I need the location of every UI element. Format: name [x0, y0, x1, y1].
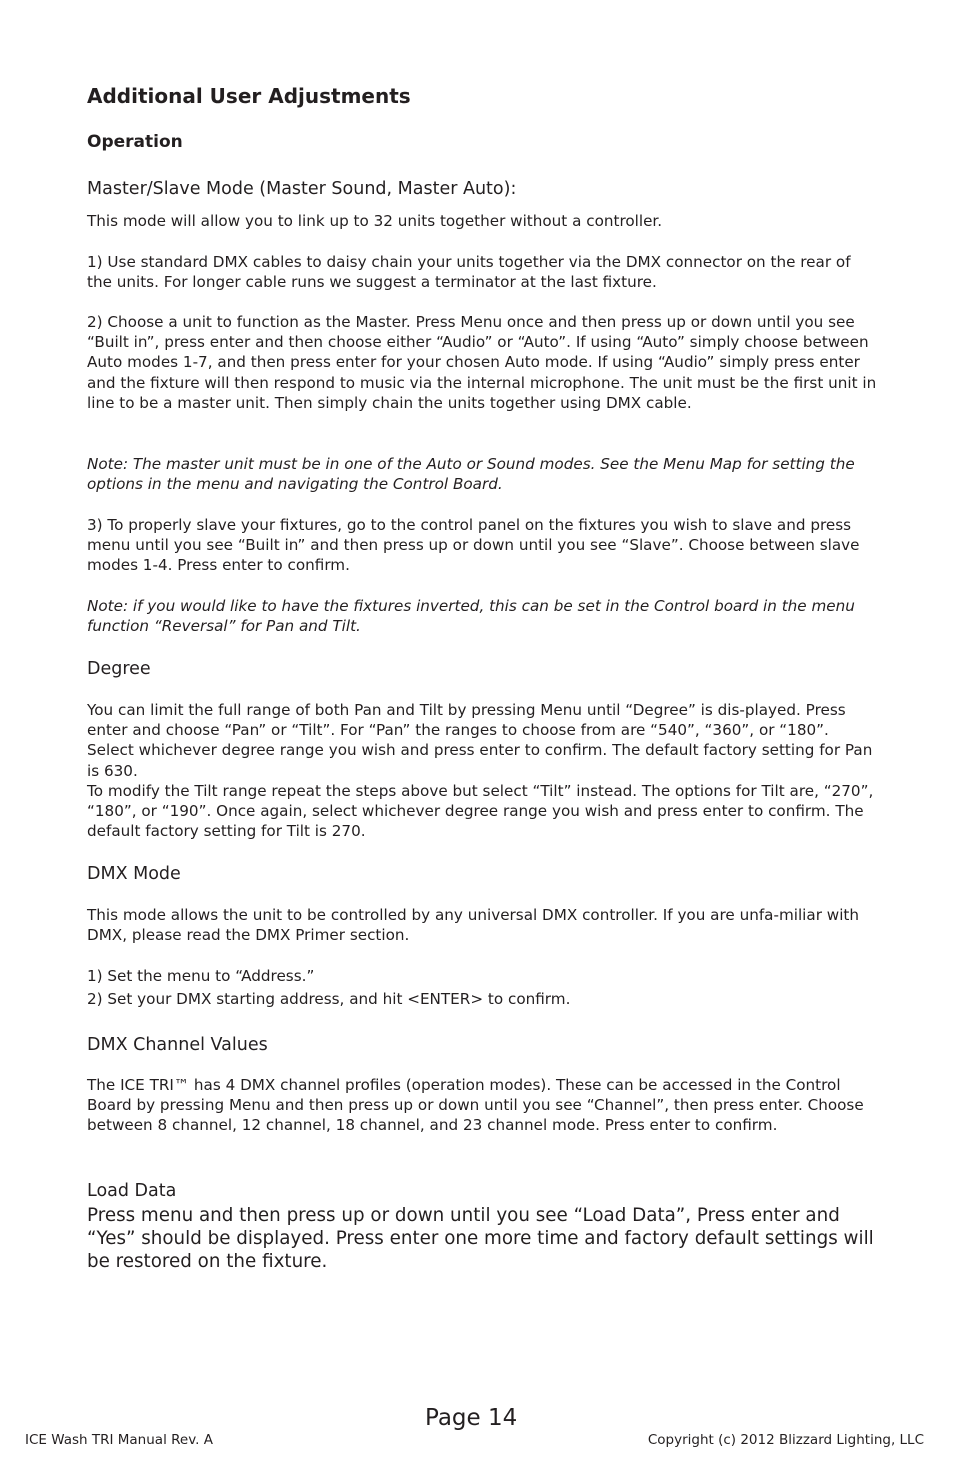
master-slave-note-2: Note: if you would like to have the fixtures inverted, this can be set in the Control board in the menu function “Reversal” for Pan and Tilt.: [87, 597, 855, 636]
dmx-mode-step-2: 2) Set your DMX starting address, and hit <ENTER> to confirm.: [87, 990, 571, 1008]
dmx-channel-values-heading: DMX Channel Values: [87, 1035, 268, 1055]
load-data-heading: Load Data: [87, 1181, 177, 1201]
degree-paragraph-1: You can limit the full range of both Pan and Tilt by pressing Menu until “Degree” is dis-played. Press enter and choose “Pan” or “Tilt”. For “Pan” the ranges to choose from are “540”, “360”, or “180”. Select whichever degree range you wish and press enter to confirm. The default factory setting for Pan is 630.: [87, 701, 873, 780]
dmx-mode-intro: This mode allows the unit to be controlled by any universal DMX controller. If you are unfa-miliar with DMX, please read the DMX Primer section.: [87, 906, 860, 945]
load-data-body: Press menu and then press up or down until you see “Load Data”, Press enter and “Yes” should be displayed. Press enter one more time and factory default settings will be restored on the fixture.: [87, 1205, 874, 1272]
footer-copyright: Copyright (c) 2012 Blizzard Lighting, LLC: [647, 1432, 924, 1448]
master-slave-note-1: Note: The master unit must be in one of the Auto or Sound modes. See the Menu Map for setting the options in the menu and navigating the Control Board.: [87, 455, 855, 494]
page-number: Page 14: [425, 1405, 518, 1431]
master-slave-step-1: 1) Use standard DMX cables to daisy chain your units together via the DMX connector on the rear of the units. For longer cable runs we suggest a terminator at the last fixture.: [87, 253, 851, 292]
footer-manual-title: ICE Wash TRI Manual Rev. A: [25, 1432, 213, 1448]
operation-heading: Operation: [87, 132, 183, 152]
degree-heading: Degree: [87, 659, 151, 679]
master-slave-step-2: 2) Choose a unit to function as the Master. Press Menu once and then press up or down until you see “Built in”, press enter and then choose either “Audio” or “Auto”. If using “Auto” simply choose between Auto modes 1-7, and then press enter for your chosen Auto mode. If using “Audio” simply press enter and the fixture will then respond to music via the internal microphone. The unit must be the first unit in line to be a master unit. Then simply chain the units together using DMX cable.: [87, 313, 877, 412]
master-slave-heading: Master/Slave Mode (Master Sound, Master Auto):: [87, 179, 517, 199]
dmx-channel-values-body: The ICE TRI™ has 4 DMX channel profiles (operation modes). These can be accessed in the Control Board by pressing Menu and then press up or down until you see “Channel”, then press enter. Choose between 8 channel, 12 channel, 18 channel, and 23 channel mode. Press enter to confirm.: [87, 1076, 864, 1135]
page-title: Additional User Adjustments: [87, 84, 411, 108]
degree-paragraph-2: To modify the Tilt range repeat the steps above but select “Tilt” instead. The options for Tilt are, “270”, “180”, or “190”. Once again, select whichever degree range you wish and press enter to confirm. The default factory setting for Tilt is 270.: [87, 782, 874, 841]
master-slave-step-3: 3) To properly slave your fixtures, go to the control panel on the fixtures you wish to slave and press menu until you see “Built in” and then press up or down until you see “Slave”. Choose between slave modes 1-4. Press enter to confirm.: [87, 516, 860, 575]
dmx-mode-heading: DMX Mode: [87, 864, 181, 884]
master-slave-intro: This mode will allow you to link up to 32 units together without a controller.: [87, 212, 663, 230]
dmx-mode-step-1: 1) Set the menu to “Address.”: [87, 967, 315, 985]
